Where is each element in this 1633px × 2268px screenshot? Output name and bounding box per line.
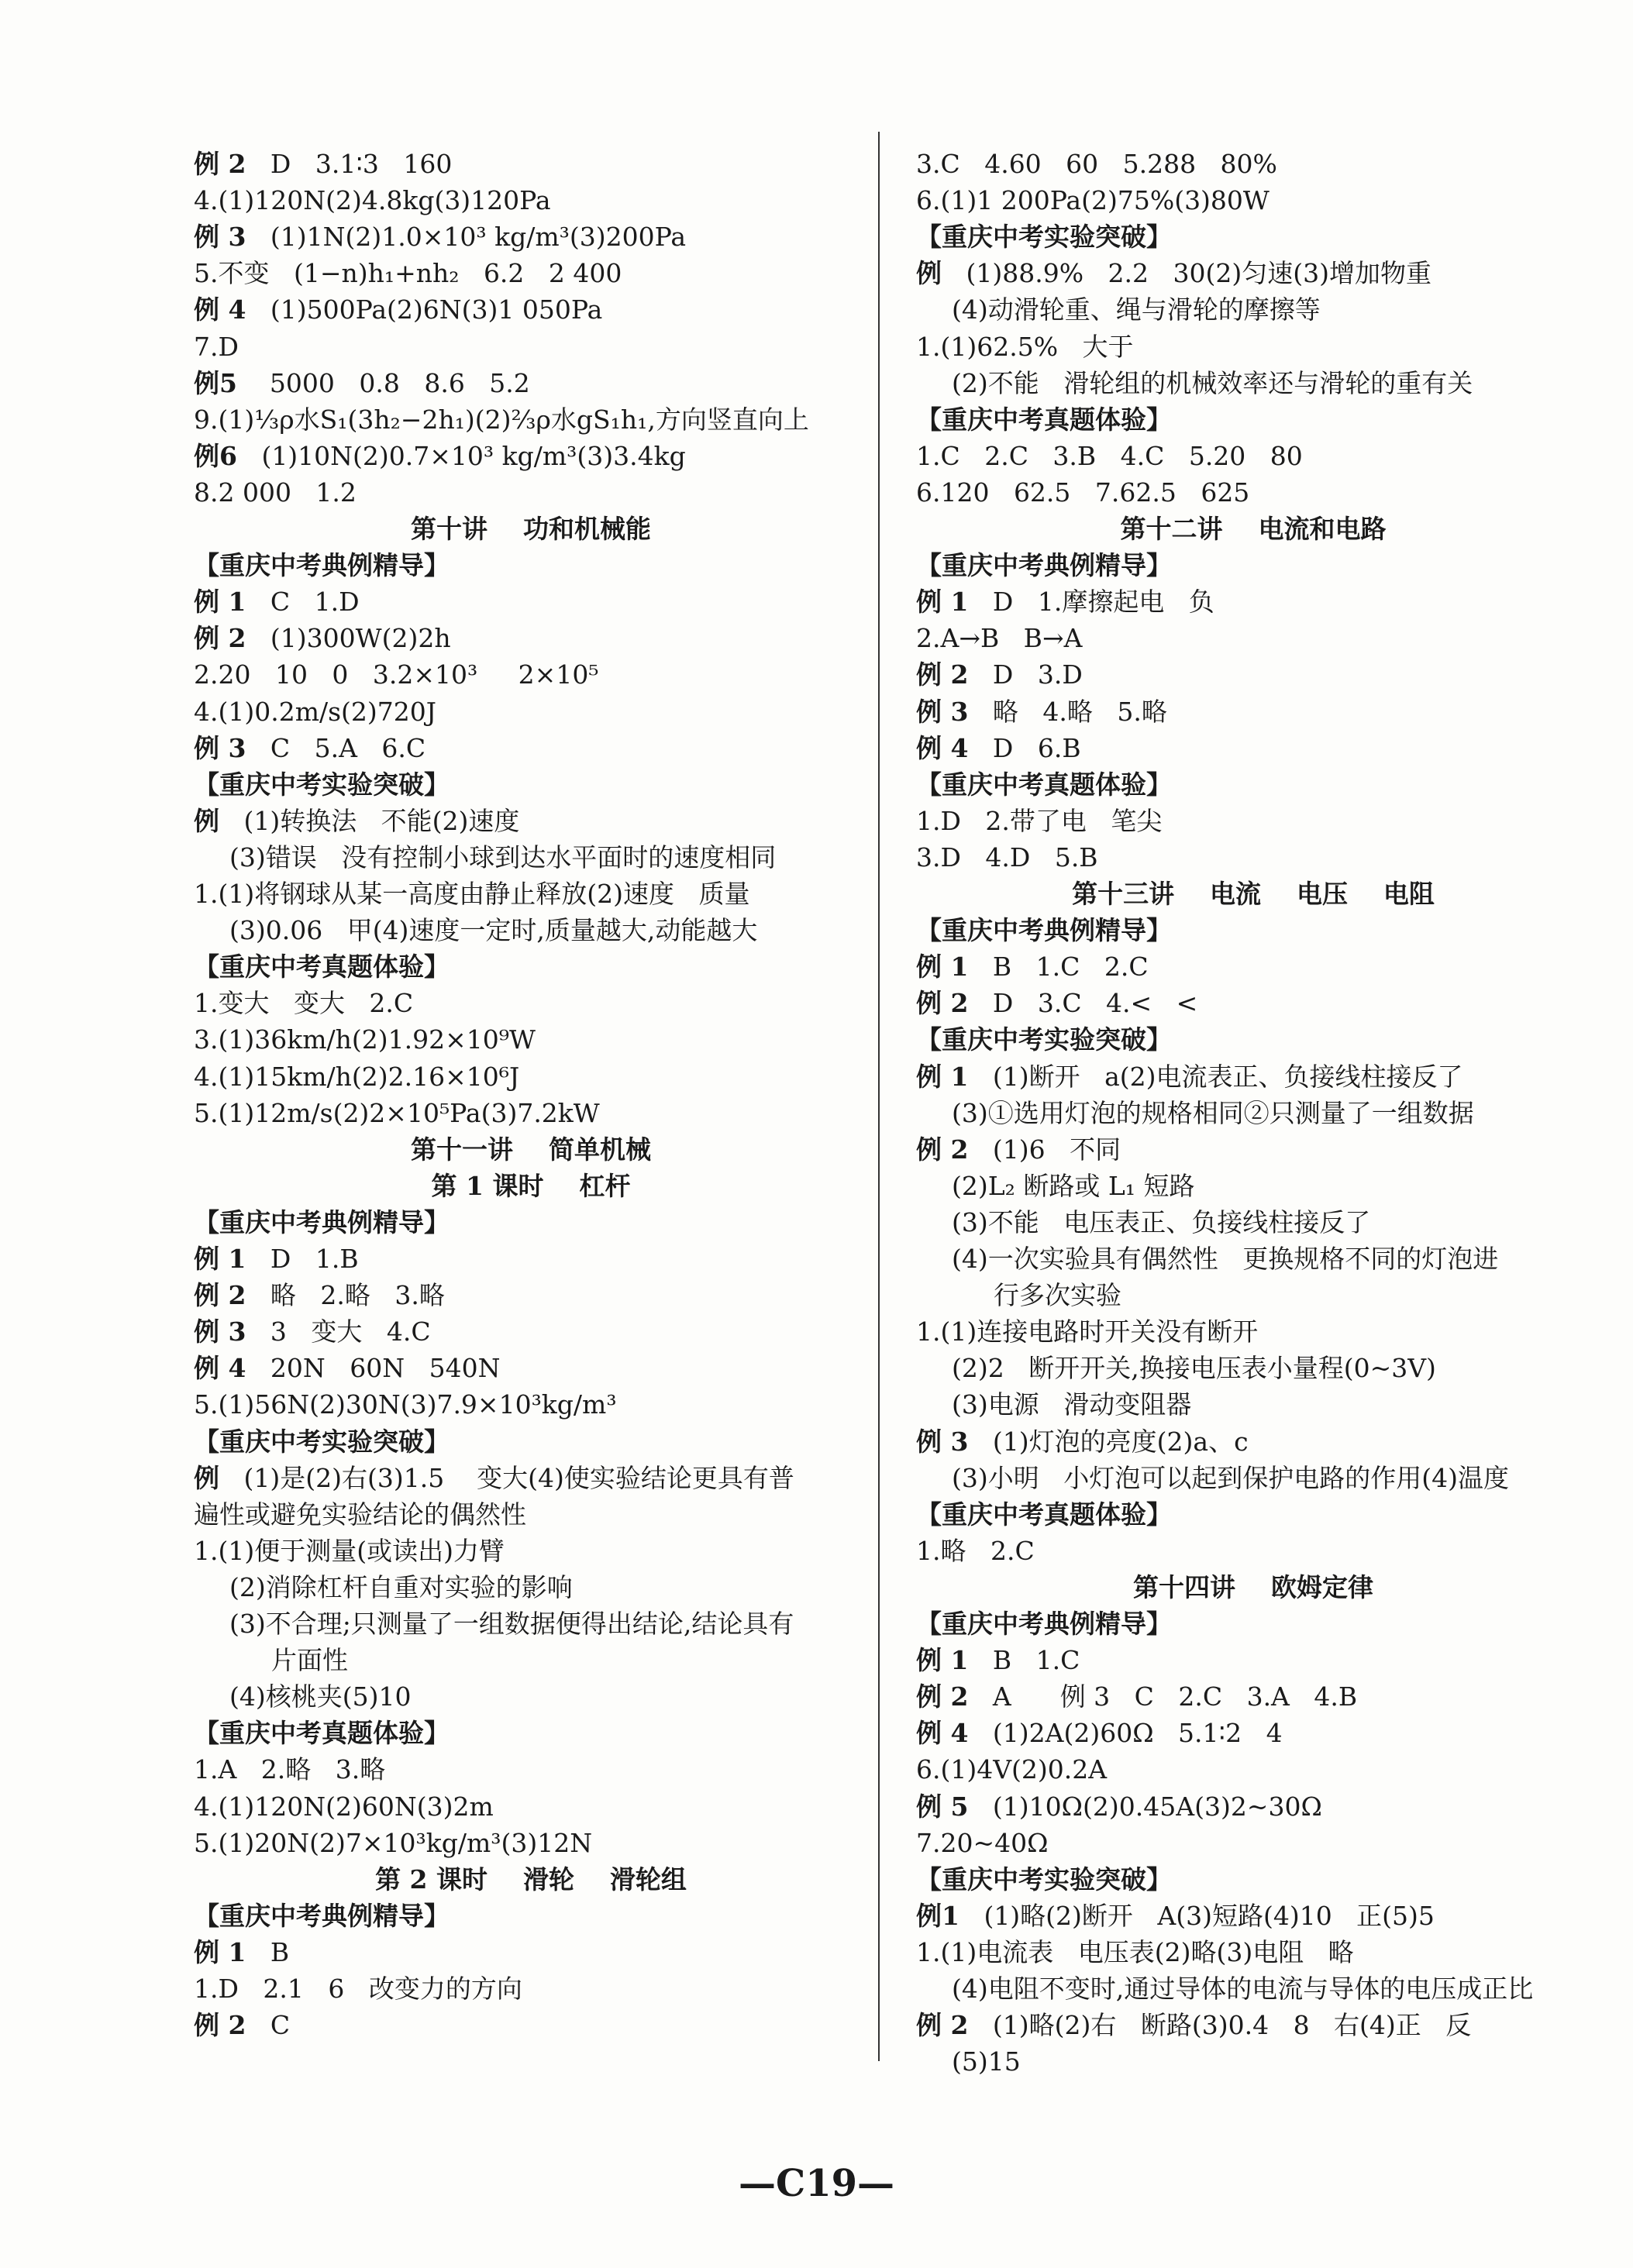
- answer-line: (3)①选用灯泡的规格相同②只测量了一组数据: [952, 1097, 1474, 1128]
- answer-line: 例 3 C 5.A 6.C: [194, 732, 426, 763]
- answer-line: 1.D 2.1 6 改变力的方向: [194, 1974, 522, 2004]
- answer-line: 例 1 D 1.摩擦起电 负: [916, 587, 1214, 618]
- lecture-title: 第十讲 功和机械能: [411, 514, 651, 544]
- section-heading: 【重庆中考实验突破】: [194, 1426, 450, 1457]
- answer-line: 例 1 B: [194, 1936, 290, 1967]
- page-number: —C19—: [739, 2162, 894, 2205]
- answer-line: (3)不合理;只测量了一组数据便得出结论,结论具有: [229, 1609, 794, 1639]
- answer-line: 3.C 4.60 60 5.288 80%: [916, 149, 1277, 179]
- example-label: 例 1: [194, 1936, 246, 1967]
- answer-line: 2.A→B B→A: [916, 623, 1083, 654]
- answer-line: (4)一次实验具有偶然性 更换规格不同的灯泡进: [952, 1244, 1499, 1274]
- answer-line: (2)L₂ 断路或 L₁ 短路: [952, 1170, 1195, 1201]
- lecture-title: 第 2 课时 滑轮 滑轮组: [375, 1864, 687, 1895]
- example-label: 例 1: [916, 952, 969, 983]
- answer-line: 例5 5000 0.8 8.6 5.2: [194, 367, 530, 398]
- lecture-title: 第十四讲 欧姆定律: [1133, 1571, 1373, 1602]
- example-label: 例 2: [194, 1280, 246, 1311]
- example-label: 例 2: [194, 623, 246, 654]
- lecture-title: 第 1 课时 杠杆: [431, 1170, 631, 1201]
- answer-line: (2)不能 滑轮组的机械效率还与滑轮的重有关: [952, 367, 1473, 398]
- example-label: 例 2: [194, 2010, 246, 2041]
- example-label: 例 1: [916, 1061, 969, 1092]
- lecture-title: 第十三讲 电流 电压 电阻: [1072, 879, 1435, 909]
- answer-line: (3)不能 电压表正、负接线柱接反了: [952, 1206, 1371, 1237]
- example-label: 例 4: [194, 1353, 246, 1384]
- answer-line: 1.(1)电流表 电压表(2)略(3)电阻 略: [916, 1936, 1354, 1967]
- example-label: 例 1: [194, 1244, 246, 1274]
- example-label: 例 2: [194, 149, 246, 179]
- example-label: 例 1: [916, 587, 969, 618]
- answer-line: 1.(1)62.5% 大于: [916, 331, 1134, 362]
- answer-line: (3)电源 滑动变阻器: [952, 1389, 1192, 1420]
- answer-line: (2)2 断开开关,换接电压表小量程(0~3V): [952, 1353, 1436, 1384]
- answer-line: 4.(1)120N(2)60N(3)2m: [194, 1791, 494, 1822]
- answer-line: 9.(1)⅓ρ水S₁(3h₂−2h₁)(2)⅔ρ水gS₁h₁,方向竖直向上: [194, 404, 809, 435]
- answer-line: 例 1 (1)断开 a(2)电流表正、负接线柱接反了: [916, 1061, 1463, 1092]
- example-label: 例1: [916, 1900, 959, 1931]
- answer-line: 例 3 略 4.略 5.略: [916, 696, 1167, 727]
- answer-line: 例 2 (1)300W(2)2h: [194, 623, 451, 654]
- answer-line: 3.(1)36km/h(2)1.92×10⁹W: [194, 1024, 536, 1055]
- section-heading: 【重庆中考典例精导】: [916, 550, 1172, 581]
- section-heading: 【重庆中考典例精导】: [916, 1609, 1172, 1639]
- answer-line: 例 2 (1)6 不同: [916, 1134, 1121, 1165]
- answer-line: 7.20~40Ω: [916, 1827, 1049, 1858]
- answer-line: 例 (1)转换法 不能(2)速度: [194, 805, 520, 836]
- answer-line: (4)动滑轮重、绳与滑轮的摩擦等: [952, 294, 1321, 325]
- answer-line: 6.(1)4V(2)0.2A: [916, 1754, 1108, 1785]
- example-label: 例 4: [916, 1718, 969, 1749]
- answer-line: 1.变大 变大 2.C: [194, 988, 414, 1019]
- answer-line: 1.A 2.略 3.略: [194, 1754, 386, 1785]
- example-label: 例6: [194, 440, 237, 471]
- answer-line: 行多次实验: [994, 1280, 1121, 1311]
- answer-line: 例 3 (1)1N(2)1.0×10³ kg/m³(3)200Pa: [194, 222, 687, 253]
- answer-line: 片面性: [271, 1645, 348, 1676]
- answer-line: 例 2 D 3.C 4.< <: [916, 988, 1198, 1019]
- example-label: 例 3: [194, 222, 246, 253]
- example-label: 例5: [194, 367, 237, 398]
- example-label: 例 1: [194, 587, 246, 618]
- answer-line: 4.(1)15km/h(2)2.16×10⁶J: [194, 1061, 520, 1092]
- answer-line: 6.120 62.5 7.62.5 625: [916, 477, 1250, 508]
- answer-line: 例 2 A 例 3 C 2.C 3.A 4.B: [916, 1681, 1358, 1712]
- example-label: 例 4: [194, 294, 246, 325]
- answer-line: 例 1 D 1.B: [194, 1244, 359, 1274]
- answer-line: 例 1 C 1.D: [194, 587, 360, 618]
- answer-line: 例 1 B 1.C 2.C: [916, 952, 1149, 983]
- example-label: 例 5: [916, 1791, 969, 1822]
- example-label: 例 3: [916, 1426, 969, 1457]
- answer-line: (5)15: [952, 2046, 1021, 2077]
- example-label: 例 3: [194, 732, 246, 763]
- answer-line: 例 5 (1)10Ω(2)0.45A(3)2~30Ω: [916, 1791, 1322, 1822]
- example-label: 例 3: [916, 696, 969, 727]
- example-label: 例: [916, 258, 942, 289]
- answer-line: 5.(1)12m/s(2)2×10⁵Pa(3)7.2kW: [194, 1097, 600, 1128]
- answer-line: (3)错误 没有控制小球到达水平面时的速度相同: [229, 841, 777, 872]
- answer-line: 例 2 D 3.1∶3 160: [194, 149, 453, 179]
- example-label: 例 2: [916, 1681, 969, 1712]
- answer-line: (3)0.06 甲(4)速度一定时,质量越大,动能越大: [229, 915, 758, 946]
- answer-line: 1.略 2.C: [916, 1535, 1035, 1566]
- answer-line: 例 2 略 2.略 3.略: [194, 1280, 445, 1311]
- answer-line: 6.(1)1 200Pa(2)75%(3)80W: [916, 185, 1270, 216]
- section-heading: 【重庆中考典例精导】: [194, 1206, 450, 1237]
- column-divider: [878, 132, 880, 2061]
- answer-line: (3)小明 小灯泡可以起到保护电路的作用(4)温度: [952, 1462, 1509, 1493]
- answer-line: 例 4 (1)2A(2)60Ω 5.1∶2 4: [916, 1718, 1283, 1749]
- answer-line: 4.(1)0.2m/s(2)720J: [194, 696, 437, 727]
- answer-line: 例 4 D 6.B: [916, 732, 1081, 763]
- example-label: 例 3: [194, 1316, 246, 1347]
- example-label: 例 2: [916, 988, 969, 1019]
- example-label: 例: [194, 805, 219, 836]
- answer-line: 3.D 4.D 5.B: [916, 841, 1098, 872]
- answer-line: 例 2 (1)略(2)右 断路(3)0.4 8 右(4)正 反: [916, 2010, 1472, 2041]
- lecture-title: 第十一讲 简单机械: [411, 1134, 651, 1165]
- lecture-title: 第十二讲 电流和电路: [1120, 514, 1387, 544]
- answer-line: 例 (1)88.9% 2.2 30(2)匀速(3)增加物重: [916, 258, 1431, 289]
- section-heading: 【重庆中考真题体验】: [916, 769, 1172, 800]
- example-label: 例 2: [916, 659, 969, 690]
- answer-line: 5.(1)20N(2)7×10³kg/m³(3)12N: [194, 1827, 593, 1858]
- answer-line: 5.不变 (1−n)h₁+nh₂ 6.2 2 400: [194, 258, 622, 289]
- section-heading: 【重庆中考典例精导】: [194, 1900, 450, 1931]
- answer-line: 例6 (1)10N(2)0.7×10³ kg/m³(3)3.4kg: [194, 440, 686, 471]
- section-heading: 【重庆中考实验突破】: [916, 222, 1172, 253]
- answer-line: 1.D 2.带了电 笔尖: [916, 805, 1163, 836]
- answer-line: 1.(1)将钢球从某一高度由静止释放(2)速度 质量: [194, 879, 750, 909]
- answer-line: 1.(1)便于测量(或读出)力臂: [194, 1535, 505, 1566]
- answer-line: 2.20 10 0 3.2×10³ 2×10⁵: [194, 659, 599, 690]
- answer-line: 例1 (1)略(2)断开 A(3)短路(4)10 正(5)5: [916, 1900, 1435, 1931]
- section-heading: 【重庆中考实验突破】: [916, 1864, 1172, 1895]
- answer-line: 8.2 000 1.2: [194, 477, 357, 508]
- example-label: 例 1: [916, 1645, 969, 1676]
- section-heading: 【重庆中考实验突破】: [194, 769, 450, 800]
- section-heading: 【重庆中考典例精导】: [916, 915, 1172, 946]
- answer-line: 遍性或避免实验结论的偶然性: [194, 1499, 526, 1530]
- answer-line: 4.(1)120N(2)4.8kg(3)120Pa: [194, 185, 551, 216]
- answer-line: 例 2 D 3.D: [916, 659, 1083, 690]
- answer-line: 5.(1)56N(2)30N(3)7.9×10³kg/m³: [194, 1389, 617, 1420]
- answer-line: 7.D: [194, 331, 239, 362]
- section-heading: 【重庆中考实验突破】: [916, 1024, 1172, 1055]
- answer-line: (4)核桃夹(5)10: [229, 1681, 412, 1712]
- section-heading: 【重庆中考真题体验】: [916, 404, 1172, 435]
- answer-line: (2)消除杠杆自重对实验的影响: [229, 1571, 573, 1602]
- section-heading: 【重庆中考真题体验】: [194, 1718, 450, 1749]
- answer-line: 例 4 20N 60N 540N: [194, 1353, 501, 1384]
- example-label: 例: [194, 1462, 219, 1493]
- answer-line: 例 4 (1)500Pa(2)6N(3)1 050Pa: [194, 294, 603, 325]
- answer-line: 例 (1)是(2)右(3)1.5 变大(4)使实验结论更具有普: [194, 1462, 794, 1493]
- answer-line: 例 1 B 1.C: [916, 1645, 1080, 1676]
- section-heading: 【重庆中考真题体验】: [194, 952, 450, 983]
- answer-line: 1.C 2.C 3.B 4.C 5.20 80: [916, 440, 1303, 471]
- example-label: 例 2: [916, 1134, 969, 1165]
- section-heading: 【重庆中考典例精导】: [194, 550, 450, 581]
- example-label: 例 2: [916, 2010, 969, 2041]
- answer-line: (4)电阻不变时,通过导体的电流与导体的电压成正比: [952, 1974, 1534, 2004]
- answer-line: 1.(1)连接电路时开关没有断开: [916, 1316, 1259, 1347]
- answer-line: 例 3 (1)灯泡的亮度(2)a、c: [916, 1426, 1249, 1457]
- answer-line: 例 3 3 变大 4.C: [194, 1316, 431, 1347]
- section-heading: 【重庆中考真题体验】: [916, 1499, 1172, 1530]
- example-label: 例 4: [916, 732, 969, 763]
- answer-line: 例 2 C: [194, 2010, 291, 2041]
